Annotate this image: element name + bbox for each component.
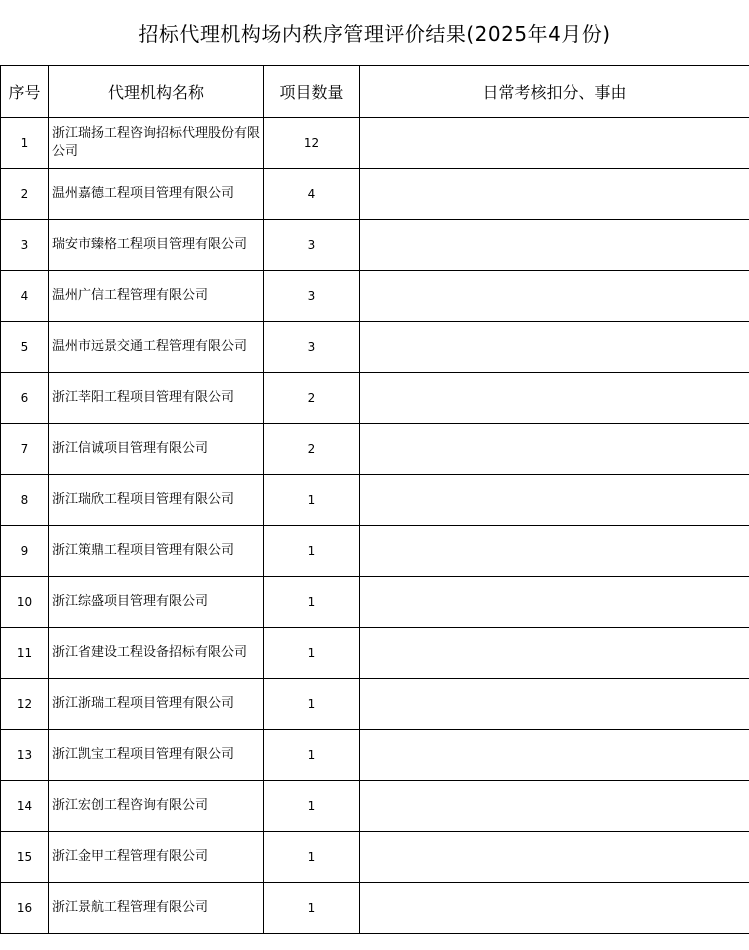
row-agency-name: 温州市远景交通工程管理有限公司 (49, 322, 264, 373)
row-deduction-note (360, 730, 749, 781)
row-project-count: 12 (264, 118, 360, 169)
table-row (1, 373, 749, 424)
row-index: 3 (1, 220, 49, 271)
row-deduction-note (360, 373, 749, 424)
row-deduction-note (360, 832, 749, 883)
row-agency-name: 浙江莘阳工程项目管理有限公司 (49, 373, 264, 424)
row-agency-name: 浙江综盛项目管理有限公司 (49, 577, 264, 628)
row-agency-name: 浙江浙瑞工程项目管理有限公司 (49, 679, 264, 730)
header-note: 日常考核扣分、事由 (360, 66, 749, 118)
row-agency-name: 温州广信工程管理有限公司 (49, 271, 264, 322)
row-agency-name: 浙江策鼎工程项目管理有限公司 (49, 526, 264, 577)
row-project-count: 4 (264, 169, 360, 220)
row-index: 6 (1, 373, 49, 424)
row-deduction-note (360, 118, 749, 169)
row-project-count: 3 (264, 322, 360, 373)
row-deduction-note (360, 883, 749, 934)
row-agency-name: 浙江省建设工程设备招标有限公司 (49, 628, 264, 679)
row-index: 9 (1, 526, 49, 577)
row-agency-name: 浙江景航工程管理有限公司 (49, 883, 264, 934)
row-project-count: 1 (264, 781, 360, 832)
row-deduction-note (360, 781, 749, 832)
row-deduction-note (360, 322, 749, 373)
row-project-count: 2 (264, 424, 360, 475)
row-index: 10 (1, 577, 49, 628)
row-index: 4 (1, 271, 49, 322)
row-project-count: 1 (264, 475, 360, 526)
header-count: 项目数量 (264, 66, 360, 118)
row-deduction-note (360, 577, 749, 628)
table-row (1, 883, 749, 934)
evaluation-table (0, 65, 749, 934)
row-agency-name: 浙江凯宝工程项目管理有限公司 (49, 730, 264, 781)
row-deduction-note (360, 424, 749, 475)
table-row (1, 628, 749, 679)
table-row (1, 577, 749, 628)
page-title: 招标代理机构场内秩序管理评价结果(2025年4月份) (138, 22, 611, 46)
row-deduction-note (360, 271, 749, 322)
row-project-count: 1 (264, 628, 360, 679)
row-index: 8 (1, 475, 49, 526)
row-agency-name: 浙江信诚项目管理有限公司 (49, 424, 264, 475)
table-row (1, 169, 749, 220)
row-agency-name: 浙江瑞欣工程项目管理有限公司 (49, 475, 264, 526)
row-deduction-note (360, 475, 749, 526)
row-deduction-note (360, 220, 749, 271)
table-row (1, 322, 749, 373)
header-row (1, 66, 749, 118)
row-project-count: 1 (264, 679, 360, 730)
table-row (1, 781, 749, 832)
row-deduction-note (360, 628, 749, 679)
table-body (1, 118, 749, 934)
row-index: 7 (1, 424, 49, 475)
table-row (1, 526, 749, 577)
row-agency-name: 瑞安市臻格工程项目管理有限公司 (49, 220, 264, 271)
row-index: 15 (1, 832, 49, 883)
row-index: 1 (1, 118, 49, 169)
row-project-count: 1 (264, 577, 360, 628)
row-index: 16 (1, 883, 49, 934)
table-row (1, 832, 749, 883)
row-deduction-note (360, 169, 749, 220)
row-deduction-note (360, 679, 749, 730)
row-index: 13 (1, 730, 49, 781)
table-row (1, 730, 749, 781)
row-agency-name: 浙江瑞扬工程咨询招标代理股份有限公司 (49, 118, 264, 169)
row-project-count: 1 (264, 730, 360, 781)
row-index: 11 (1, 628, 49, 679)
table-row (1, 424, 749, 475)
table-row (1, 271, 749, 322)
row-project-count: 1 (264, 832, 360, 883)
header-index: 序号 (1, 66, 49, 118)
row-project-count: 1 (264, 526, 360, 577)
row-project-count: 2 (264, 373, 360, 424)
table-row (1, 220, 749, 271)
row-deduction-note (360, 526, 749, 577)
header-name: 代理机构名称 (49, 66, 264, 118)
table-row (1, 118, 749, 169)
row-agency-name: 浙江宏创工程咨询有限公司 (49, 781, 264, 832)
row-project-count: 3 (264, 220, 360, 271)
row-agency-name: 温州嘉德工程项目管理有限公司 (49, 169, 264, 220)
row-index: 2 (1, 169, 49, 220)
row-agency-name: 浙江金甲工程管理有限公司 (49, 832, 264, 883)
row-index: 14 (1, 781, 49, 832)
row-index: 12 (1, 679, 49, 730)
row-project-count: 1 (264, 883, 360, 934)
table-row (1, 679, 749, 730)
table-row (1, 475, 749, 526)
row-index: 5 (1, 322, 49, 373)
row-project-count: 3 (264, 271, 360, 322)
